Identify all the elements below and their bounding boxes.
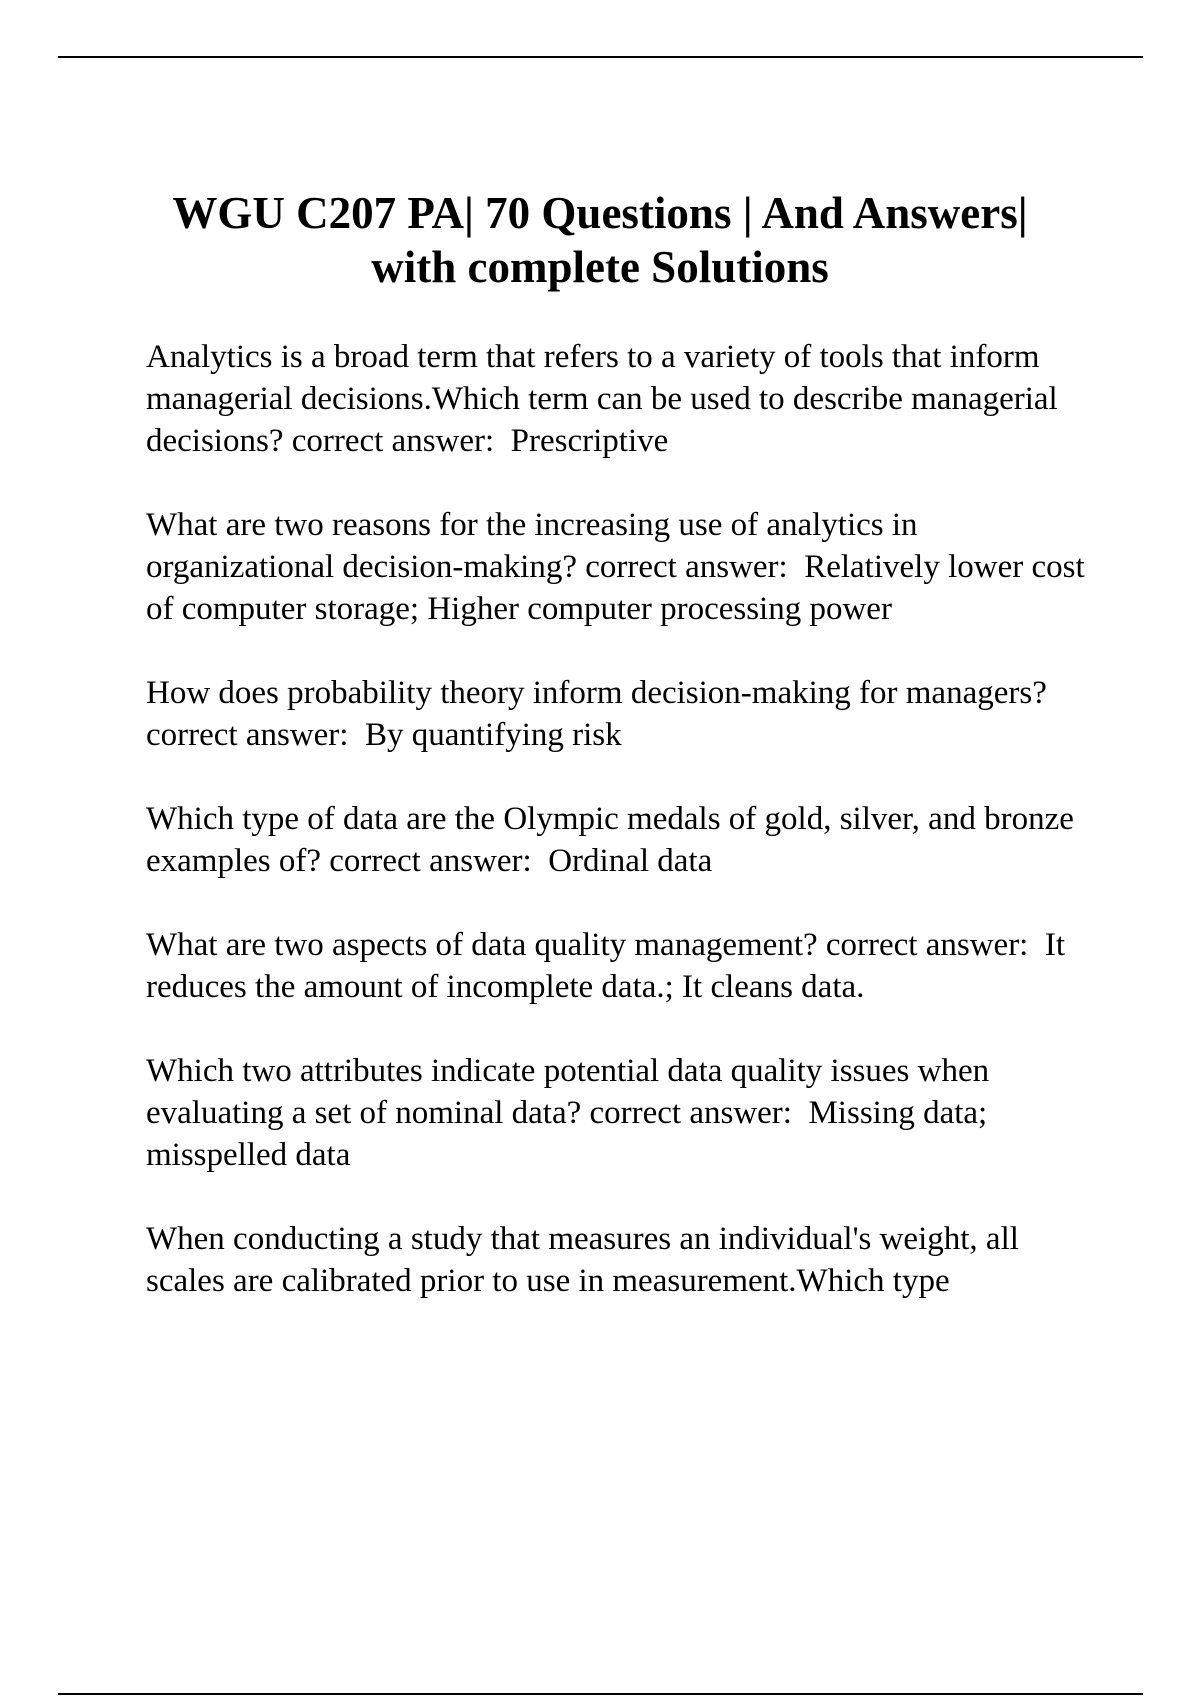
qa-item: Which type of data are the Olympic medals of gold, silver, and bronze examples of? correct answer: Ordinal data — [146, 801, 1083, 879]
bottom-rule — [58, 1693, 1143, 1695]
qa-item: What are two aspects of data quality management? correct answer: It reduces the amount of incomplete data.; It cleans data. — [146, 927, 1074, 1005]
qa-item: Analytics is a broad term that refers to a variety of tools that inform managerial decisions.Which term can be used to describe managerial decisions? correct answer: Prescriptive — [146, 339, 1066, 459]
qa-item: What are two reasons for the increasing use of analytics in organizational decision-making? correct answer: Relatively lower cost of computer storage; Higher computer processing power — [146, 507, 1093, 627]
qa-item: When conducting a study that measures an individual's weight, all scales are calibrated prior to use in measurement.Which type — [146, 1221, 1028, 1299]
title-line-1: WGU C207 PA| 70 Questions | And Answers| — [172, 188, 1028, 238]
top-rule — [58, 56, 1143, 58]
title-line-2: with complete Solutions — [371, 242, 829, 292]
qa-list — [146, 336, 1101, 1344]
page-title — [60, 186, 1140, 294]
qa-item: How does probability theory inform decision-making for managers? correct answer: By quantifying risk — [146, 675, 1056, 753]
qa-item: Which two attributes indicate potential data quality issues when evaluating a set of nominal data? correct answer: Missing data; misspelled data — [146, 1053, 998, 1173]
